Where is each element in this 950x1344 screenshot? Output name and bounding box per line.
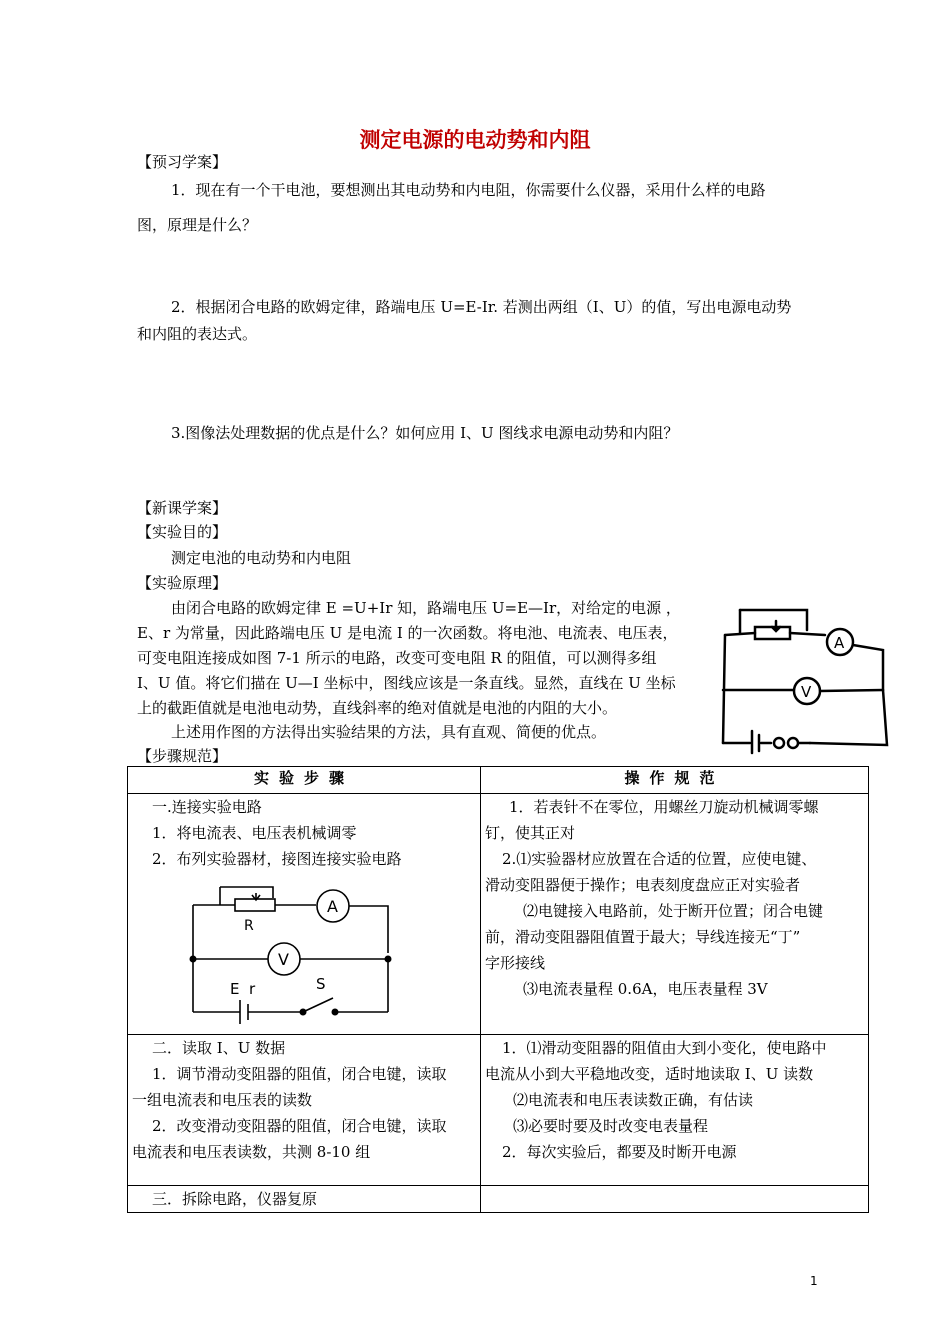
purpose-heading: 【实验目的】 (137, 523, 228, 541)
question-2-line-1: 2．根据闭合电路的欧姆定律，路端电压 U=E-Ir. 若测出两组（I、U）的值，写出电源电动势 (171, 298, 792, 316)
principle-line: 由闭合电路的欧姆定律 E =U+Ir 知，路端电压 U=E—Ir，对给定的电源 ， (171, 599, 681, 617)
question-1-line-2: 图，原理是什么？ (137, 216, 258, 234)
table-cell-line: 2．布列实验器材，接图连接实验电路 (152, 850, 402, 868)
table-cell-line: 一.连接实验电路 (152, 798, 262, 816)
table-cell-line: ⑵电流表和电压表读数正确，有估读 (513, 1091, 754, 1109)
table-cell-line: 电流从小到大平稳地改变，适时地读取 I、U 读数 (485, 1065, 814, 1083)
table-cell-line: 1．若表针不在零位，用螺丝刀旋动机械调零螺 (509, 798, 819, 816)
row-3-right (481, 1186, 869, 1213)
preview-heading: 【预习学案】 (137, 153, 228, 171)
table-cell-line: 二．读取 I、U 数据 (152, 1039, 286, 1057)
circuit-diagram (183, 880, 443, 1030)
table-header-steps: 实验步骤 (128, 767, 481, 794)
principle-summary: 上述用作图的方法得出实验结果的方法，具有直观、简便的优点。 (171, 723, 607, 741)
table-cell-line: 前，滑动变阻器阻值置于最大；导线连接无“丁” (485, 928, 801, 946)
table-cell-line: ⑶电流表量程 0.6A，电压表量程 3V (523, 980, 768, 998)
emf-label: E (230, 980, 240, 998)
row-2-left (128, 1035, 481, 1186)
row-3-left (128, 1186, 481, 1213)
page-title: 测定电源的电动势和内阻 (359, 128, 591, 152)
table-cell-line: ⑶必要时要及时改变电表量程 (513, 1117, 709, 1135)
internal-resistance-label: r (249, 980, 256, 998)
principle-line: 上的截距值就是电池电动势，直线斜率的绝对值就是电池的内阻的大小。 (137, 699, 618, 717)
resistor-label: R (244, 918, 254, 934)
row-1-left (128, 794, 481, 1035)
voltmeter-label: V (278, 950, 289, 969)
switch-label: S (316, 975, 326, 993)
table-cell-line: 2．改变滑动变阻器的阻值，闭合电键，读取 (152, 1117, 447, 1135)
principle-line: 可变电阻连接成如图 7-1 所示的电路，改变可变电阻 R 的阻值，可以测得多组 (137, 649, 657, 667)
question-1-line-1: 1．现在有一个干电池，要想测出其电动势和内电阻，你需要什么仪器，采用什么样的电路 (171, 181, 766, 199)
table-cell-line: 电流表和电压表读数，共测 8-10 组 (132, 1143, 371, 1161)
principle-heading: 【实验原理】 (137, 574, 228, 592)
table-cell-line: 字形接线 (485, 954, 546, 972)
row-2-right (481, 1035, 869, 1186)
lesson-heading: 【新课学案】 (137, 499, 228, 517)
voltmeter-label: V (801, 683, 812, 701)
steps-heading: 【步骤规范】 (137, 747, 228, 765)
table-cell-line: 2.⑴实验器材应放置在合适的位置，应使电键、 (502, 850, 817, 868)
row-1-right (481, 794, 869, 1035)
table-cell-line: 一组电流表和电压表的读数 (132, 1091, 313, 1109)
table-cell-line: 三．拆除电路，仪器复原 (152, 1190, 318, 1208)
question-3: 3.图像法处理数据的优点是什么？如何应用 I、U 图线求电源电动势和内阻？ (171, 424, 679, 442)
purpose-text: 测定电池的电动势和内电阻 (171, 549, 352, 567)
principle-line: E、r 为常量，因此路端电压 U 是电流 I 的一次函数。将电池、电流表、电压表， (137, 624, 678, 642)
table-cell-line: ⑵电键接入电路前，处于断开位置；闭合电键 (523, 902, 824, 920)
table-cell-line: 钉，使其正对 (485, 824, 576, 842)
ammeter-label: A (834, 634, 845, 652)
page-number: 1 (810, 1274, 818, 1288)
table-cell-line: 1．调节滑动变阻器的阻值，闭合电键，读取 (152, 1065, 447, 1083)
steps-table (127, 766, 869, 1213)
principle-line: I、U 值。将它们描在 U—I 坐标中，图线应该是一条直线。显然，直线在 U 坐标 (137, 674, 676, 692)
table-cell-line: 2．每次实验后，都要及时断开电源 (502, 1143, 737, 1161)
question-2-line-2: 和内阻的表达式。 (137, 325, 258, 343)
table-cell-line: 滑动变阻器便于操作；电表刻度盘应正对实验者 (485, 876, 801, 894)
table-cell-line: 1．将电流表、电压表机械调零 (152, 824, 357, 842)
table-cell-line: 1．⑴滑动变阻器的阻值由大到小变化，使电路中 (502, 1039, 827, 1057)
circuit-diagram-hand-drawn (715, 605, 895, 755)
ammeter-label: A (327, 897, 338, 916)
table-header-norms: 操作规范 (481, 767, 869, 794)
